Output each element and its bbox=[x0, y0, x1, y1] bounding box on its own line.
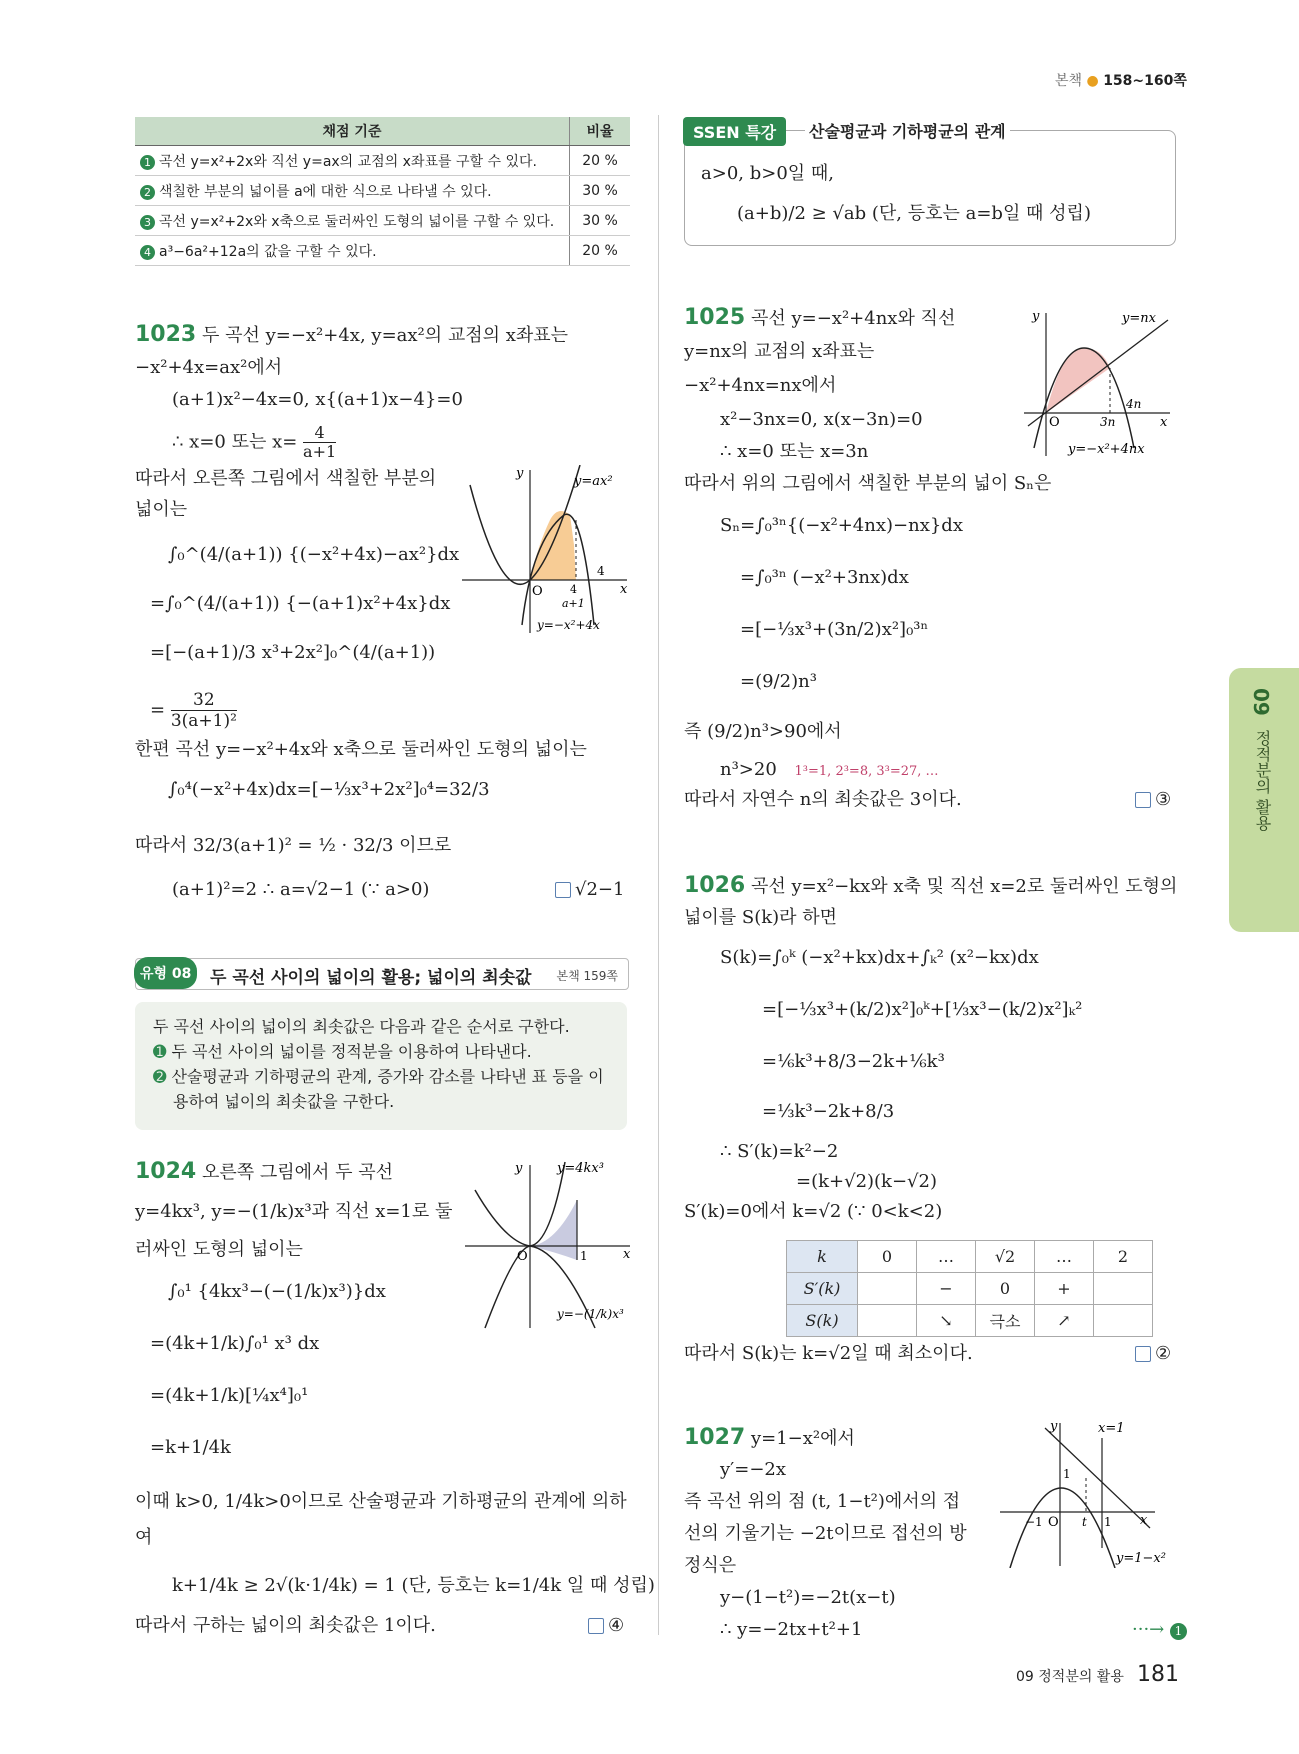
header-dot: ● bbox=[1086, 73, 1099, 89]
step-badge: 3 bbox=[140, 215, 155, 230]
axis-y-label: y bbox=[516, 466, 524, 481]
fraction-den: a+1 bbox=[303, 442, 337, 461]
ssen-line2: (a+b)/2 ≥ √ab (단, 등호는 a=b일 때 성립) bbox=[737, 203, 1091, 224]
ratio-cell: 20 % bbox=[570, 236, 631, 266]
table-cell bbox=[858, 1305, 917, 1337]
text-line: y=4kx³, y=−(1/k)x³과 직선 x=1로 둘 bbox=[135, 1201, 453, 1222]
math-line: =∫₀^(4/(a+1)) {−(a+1)x²+4x}dx bbox=[150, 593, 451, 614]
text-line: 두 곡선 y=−x²+4x, y=ax²의 교점의 x좌표는 bbox=[201, 325, 569, 346]
type08-step2: ➋ 산술평균과 기하평균의 관계, 증가와 감소를 나타낸 표 등을 이 bbox=[153, 1067, 604, 1086]
table-cell: √2 bbox=[976, 1241, 1035, 1273]
math-line: =[−⅓x³+(k/2)x²]₀ᵏ+[⅓x³−(k/2)x²]ₖ² bbox=[762, 999, 1083, 1020]
curve-label: y=−x²+4nx bbox=[1068, 442, 1145, 457]
table-cell: … bbox=[1035, 1241, 1094, 1273]
text-line bbox=[720, 758, 939, 784]
tick-label: 3n bbox=[1100, 415, 1116, 429]
math-line: =∫₀³ⁿ (−x²+3nx)dx bbox=[740, 567, 909, 588]
criteria-text: 곡선 y=x²+2x와 직선 y=ax의 교점의 x좌표를 구할 수 있다. bbox=[159, 153, 537, 170]
problem-number: 1025 bbox=[684, 305, 746, 330]
header-book: 본책 bbox=[1055, 73, 1083, 89]
ratio-cell: 30 % bbox=[570, 176, 631, 206]
graph-1024 bbox=[465, 1160, 635, 1330]
axis-y-label: y bbox=[1032, 309, 1040, 324]
problem-1027-line1 bbox=[684, 1426, 855, 1451]
math-line: =⅙k³+8/3−2k+⅙k³ bbox=[762, 1051, 945, 1072]
axis-x-label: x bbox=[620, 582, 628, 597]
answer-1026 bbox=[1135, 1342, 1171, 1366]
axis-y-label: y bbox=[515, 1161, 523, 1176]
type-badge: 유형 08 bbox=[134, 957, 197, 989]
curve-label: y=ax² bbox=[574, 474, 613, 489]
axis-x-label: x bbox=[1160, 415, 1168, 430]
math-line: ∫₀¹ {4kx³−(−(1/k)x³)}dx bbox=[168, 1281, 386, 1302]
criteria-text: a³−6a²+12a의 값을 구할 수 있다. bbox=[159, 243, 377, 260]
page-number: 181 bbox=[1136, 1662, 1179, 1687]
text-fragment: n³>20 bbox=[720, 759, 777, 780]
tick-label: 1 bbox=[1104, 1515, 1112, 1529]
ssen-title: 산술평균과 기하평균의 관계 bbox=[805, 119, 1010, 142]
axis-x-label: x bbox=[623, 1247, 631, 1262]
note: 1³=1, 2³=8, 3³=27, … bbox=[794, 764, 939, 779]
line-label: y=nx bbox=[1122, 311, 1156, 326]
text-line: −x²+4x=ax²에서 bbox=[135, 357, 283, 378]
table-cell: + bbox=[1035, 1273, 1094, 1305]
text-line: −x²+4nx=nx에서 bbox=[684, 375, 837, 396]
table-row bbox=[135, 146, 630, 176]
text-line: 곡선 y=x²−kx와 x축 및 직선 x=2로 둘러싸인 도형의 bbox=[750, 876, 1178, 897]
table-row bbox=[787, 1305, 1153, 1337]
table-header: S′(k) bbox=[787, 1273, 858, 1305]
scoring-header-ratio: 비율 bbox=[570, 117, 631, 146]
fraction-num: 32 bbox=[171, 690, 237, 711]
table-row bbox=[135, 236, 630, 266]
text-line: ∴ x=0 또는 x=3n bbox=[720, 441, 869, 462]
text-line: 즉 (9/2)n³>90에서 bbox=[684, 721, 842, 742]
text-line: 선의 기울기는 −2t이므로 접선의 방 bbox=[684, 1523, 967, 1544]
answer-1023 bbox=[555, 878, 624, 902]
type08-intro: 두 곡선 사이의 넓이의 최솟값은 다음과 같은 순서로 구한다. bbox=[153, 1017, 570, 1036]
ssen-box bbox=[684, 122, 1176, 246]
answer-1025 bbox=[1135, 788, 1171, 812]
problem-number: 1027 bbox=[684, 1425, 746, 1450]
table-row bbox=[787, 1241, 1153, 1273]
step-badge: 1 bbox=[140, 155, 155, 170]
text-line: 따라서 오른쪽 그림에서 색칠한 부분의 bbox=[135, 468, 437, 489]
tick-num: 4 bbox=[570, 583, 577, 596]
tick-den: a+1 bbox=[562, 597, 585, 610]
text-line: ∴ y=−2tx+t²+1 bbox=[720, 1619, 863, 1640]
step-badge: 1 bbox=[1170, 1623, 1187, 1640]
fraction bbox=[303, 424, 336, 461]
criteria-text: 색칠한 부분의 넓이를 a에 대한 식으로 나타낼 수 있다. bbox=[159, 183, 492, 200]
sign-table bbox=[786, 1240, 1153, 1337]
answer-value: ④ bbox=[608, 1615, 625, 1636]
math-line: S(k)=∫₀ᵏ (−x²+kx)dx+∫ₖ² (x²−kx)dx bbox=[720, 947, 1039, 968]
math-line: =[−(a+1)/3 x³+2x²]₀^(4/(a+1)) bbox=[150, 642, 436, 663]
line-label: x=1 bbox=[1098, 1421, 1125, 1436]
fraction bbox=[171, 690, 237, 731]
header-pages: 158~160쪽 bbox=[1103, 73, 1187, 89]
tangent-line bbox=[1045, 1428, 1150, 1528]
text-line: 이때 k>0, 1/4k>0이므로 산술평균과 기하평균의 관계에 의하 bbox=[135, 1491, 627, 1512]
text-line: 따라서 위의 그림에서 색칠한 부분의 넓이 Sₙ은 bbox=[684, 473, 1052, 494]
answer-1024 bbox=[588, 1614, 624, 1638]
step-text: 두 곡선 사이의 넓이를 정적분을 이용하여 나타낸다. bbox=[171, 1042, 532, 1061]
table-cell: − bbox=[917, 1273, 976, 1305]
text-line: 여 bbox=[135, 1527, 153, 1548]
line-nx bbox=[1028, 320, 1168, 426]
table-cell bbox=[858, 1273, 917, 1305]
text-line: 한편 곡선 y=−x²+4x와 x축으로 둘러싸인 도형의 넓이는 bbox=[135, 739, 587, 760]
shaded-region bbox=[1046, 348, 1110, 413]
text-line: (a+1)x²−4x=0, x{(a+1)x−4}=0 bbox=[172, 389, 463, 410]
scoring-header-criteria: 채점 기준 bbox=[135, 117, 570, 146]
math-line: =(k+√2)(k−√2) bbox=[796, 1171, 937, 1192]
text-line: 곡선 y=−x²+4nx와 직선 bbox=[750, 308, 956, 329]
origin-label: O bbox=[517, 1249, 528, 1264]
text-line: 따라서 자연수 n의 최솟값은 3이다. bbox=[684, 789, 962, 810]
text-line: S′(k)=0에서 k=√2 (∵ 0<k<2) bbox=[684, 1201, 943, 1222]
problem-1025-line1 bbox=[684, 306, 955, 331]
tab-number: 09 bbox=[1249, 688, 1273, 716]
math-line: =⅓k³−2k+8/3 bbox=[762, 1101, 895, 1122]
tick-label: 1 bbox=[1063, 1467, 1071, 1481]
math-line: ∫₀⁴(−x²+4x)dx=[−⅓x³+2x²]₀⁴=32/3 bbox=[168, 779, 490, 800]
tick-label: −1 bbox=[1025, 1515, 1043, 1529]
text-line: 따라서 구하는 넓이의 최솟값은 1이다. bbox=[135, 1615, 436, 1636]
math-line: = $\frac{32}{\text{3(a+1)²}}$ bbox=[150, 690, 237, 731]
origin-label: O bbox=[1048, 1515, 1059, 1530]
table-row bbox=[135, 206, 630, 236]
dots: ···→ bbox=[1132, 1619, 1165, 1640]
curve-label: y=1−x² bbox=[1116, 1551, 1166, 1566]
problem-1023-line1 bbox=[135, 323, 568, 348]
math-line: =[−⅓x³+(3n/2)x²]₀³ⁿ bbox=[740, 619, 929, 640]
table-header: S(k) bbox=[787, 1305, 858, 1337]
step-marker bbox=[1132, 1618, 1187, 1642]
origin-label: O bbox=[1049, 415, 1060, 430]
footer-chapter: 09 정적분의 활용 bbox=[1016, 1669, 1124, 1685]
table-cell: 2 bbox=[1094, 1241, 1153, 1273]
type08-box bbox=[135, 1002, 627, 1130]
ratio-cell: 20 % bbox=[570, 146, 631, 176]
column-divider bbox=[658, 115, 659, 1635]
math-line: ∴ S′(k)=k²−2 bbox=[720, 1141, 839, 1162]
text-line: 넓이를 S(k)라 하면 bbox=[684, 907, 838, 928]
answer-icon bbox=[1135, 792, 1151, 808]
text-line: 정식은 bbox=[684, 1555, 737, 1576]
type-ref: 본책 159쪽 bbox=[556, 969, 618, 983]
math-line: k+1/4k ≥ 2√(k·1/4k) = 1 (단, 등호는 k=1/4k 일 때 성립) bbox=[172, 1575, 655, 1596]
table-header: k bbox=[787, 1241, 858, 1273]
table-row bbox=[135, 176, 630, 206]
page-footer bbox=[1016, 1662, 1179, 1687]
problem-number: 1024 bbox=[135, 1159, 197, 1184]
answer-icon bbox=[588, 1618, 604, 1634]
step-text: 산술평균과 기하평균의 관계, 증가와 감소를 나타낸 표 등을 이 bbox=[171, 1067, 604, 1086]
answer-icon bbox=[555, 882, 571, 898]
tick-label: t bbox=[1082, 1515, 1087, 1529]
shaded-region bbox=[530, 511, 576, 580]
text-line: 즉 곡선 위의 점 (t, 1−t²)에서의 접 bbox=[684, 1491, 961, 1512]
table-cell: ↘ bbox=[917, 1305, 976, 1337]
table-cell: 0 bbox=[976, 1273, 1035, 1305]
page-header bbox=[1055, 70, 1187, 90]
problem-1024-line1 bbox=[135, 1160, 393, 1185]
text-line: 따라서 S(k)는 k=√2일 때 최소이다. bbox=[684, 1343, 973, 1364]
text-line: 러싸인 도형의 넓이는 bbox=[135, 1239, 303, 1260]
fraction-num: 4 bbox=[303, 424, 336, 443]
tick-label: 4 bbox=[597, 564, 605, 578]
curve-label: y=−(1/k)x³ bbox=[557, 1307, 624, 1321]
type-title: 두 곡선 사이의 넓이의 활용; 넓이의 최솟값 bbox=[210, 968, 532, 988]
table-row bbox=[787, 1273, 1153, 1305]
fraction-den: 3(a+1)² bbox=[170, 711, 237, 731]
tick-label: 4n bbox=[1126, 397, 1142, 411]
text-line: y′=−2x bbox=[720, 1459, 787, 1480]
math-line: =(4k+1/k)∫₀¹ x³ dx bbox=[150, 1333, 320, 1354]
graph-1023 bbox=[462, 465, 632, 635]
scoring-table bbox=[135, 117, 630, 266]
curve-label: y=−x²+4x bbox=[537, 618, 600, 632]
answer-value: √2−1 bbox=[575, 879, 625, 900]
type08-header bbox=[135, 958, 629, 990]
answer-icon bbox=[1135, 1346, 1151, 1362]
origin-label: O bbox=[532, 584, 543, 599]
table-cell: ↗ bbox=[1035, 1305, 1094, 1337]
math-line: =(9/2)n³ bbox=[740, 671, 817, 692]
math-line: =k+1/4k bbox=[150, 1437, 231, 1458]
text-line: y−(1−t²)=−2t(x−t) bbox=[720, 1587, 896, 1608]
table-cell: … bbox=[917, 1241, 976, 1273]
table-cell bbox=[1094, 1305, 1153, 1337]
ratio-cell: 30 % bbox=[570, 206, 631, 236]
text-line: y=nx의 교점의 x좌표는 bbox=[684, 341, 875, 362]
text-line: 넓이는 bbox=[135, 499, 188, 520]
tab-label: 정적분의 활용 bbox=[1253, 730, 1272, 832]
type08-step2-cont: 용하여 넓이의 최솟값을 구한다. bbox=[173, 1092, 395, 1111]
curve-label: y=4kx³ bbox=[557, 1161, 604, 1176]
problem-number: 1026 bbox=[684, 873, 746, 898]
text-line bbox=[172, 424, 336, 461]
answer-value: ③ bbox=[1155, 789, 1172, 810]
problem-number: 1023 bbox=[135, 322, 197, 347]
problem-1026-line1 bbox=[684, 874, 1177, 899]
axis-x-label: x bbox=[1140, 1513, 1148, 1528]
type08-step1: ➊ 두 곡선 사이의 넓이를 정적분을 이용하여 나타낸다. bbox=[153, 1042, 532, 1061]
math-line: ∫₀^(4/(a+1)) {(−x²+4x)−ax²}dx bbox=[168, 544, 460, 565]
chapter-side-tab bbox=[1229, 668, 1299, 932]
math-line: =(4k+1/k)[¼x⁴]₀¹ bbox=[150, 1385, 309, 1406]
axis-y-label: y bbox=[1050, 1419, 1058, 1434]
graph-1025 bbox=[1022, 308, 1172, 458]
answer-value: ② bbox=[1155, 1343, 1172, 1364]
text-line: 따라서 32/3(a+1)² = ½ · 32/3 이므로 bbox=[135, 835, 452, 856]
table-cell bbox=[1094, 1273, 1153, 1305]
table-cell: 극소 bbox=[976, 1305, 1035, 1337]
math-line: Sₙ=∫₀³ⁿ{(−x²+4nx)−nx}dx bbox=[720, 515, 963, 536]
text-line: (a+1)²=2 ∴ a=√2−1 (∵ a>0) bbox=[172, 879, 430, 900]
table-cell: 0 bbox=[858, 1241, 917, 1273]
ssen-line1: a>0, b>0일 때, bbox=[701, 163, 834, 184]
graph-1027 bbox=[1000, 1418, 1175, 1568]
text-line: y=1−x²에서 bbox=[750, 1428, 855, 1449]
ssen-badge: SSEN 특강 bbox=[683, 117, 786, 146]
text-line: 오른쪽 그림에서 두 곡선 bbox=[201, 1162, 394, 1183]
step-badge: 4 bbox=[140, 245, 155, 260]
criteria-text: 곡선 y=x²+2x와 x축으로 둘러싸인 도형의 넓이를 구할 수 있다. bbox=[159, 213, 555, 230]
step-badge: 2 bbox=[140, 185, 155, 200]
text-line: x²−3nx=0, x(x−3n)=0 bbox=[720, 409, 923, 430]
tick-label: 1 bbox=[580, 1249, 588, 1263]
text-fragment: ∴ x=0 또는 x= bbox=[172, 431, 298, 453]
